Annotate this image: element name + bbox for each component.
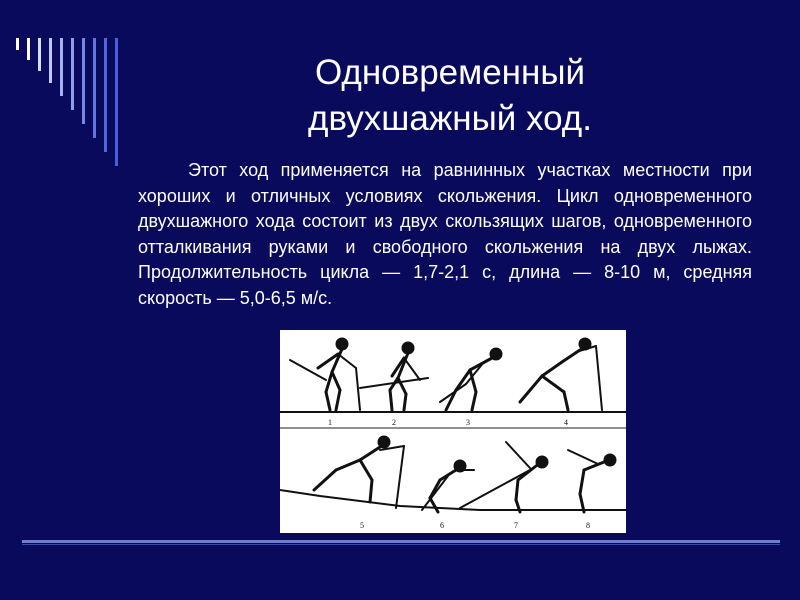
- skiing-phases-figure: [280, 330, 626, 533]
- frame-label-8: 8: [586, 521, 590, 530]
- skier-sequence-image: [280, 330, 626, 533]
- decorative-bar: [38, 38, 41, 71]
- skier-2: [360, 343, 428, 410]
- frame-label-2: 2: [392, 418, 396, 427]
- decorative-bar: [27, 38, 30, 60]
- skier-1: [290, 339, 360, 410]
- decorative-bar: [60, 38, 63, 96]
- title-line-2: двухшажный ход.: [308, 99, 592, 138]
- decorative-bar: [71, 38, 74, 110]
- skier-8: [568, 450, 615, 512]
- skier-7: [460, 442, 547, 512]
- frame-label-7: 7: [514, 521, 518, 530]
- frame-label-6: 6: [440, 521, 444, 530]
- title-line-1: Одновременный: [314, 53, 586, 92]
- decorative-bars: [0, 0, 140, 170]
- bottom-ski-track: [280, 490, 626, 510]
- skier-3: [440, 349, 501, 410]
- frame-label-4: 4: [564, 418, 568, 427]
- decorative-bar: [104, 38, 107, 152]
- bottom-divider: [22, 540, 780, 543]
- frame-label-1: 1: [328, 418, 332, 427]
- decorative-bar: [115, 38, 118, 166]
- decorative-bar: [49, 38, 52, 83]
- decorative-bar: [93, 38, 96, 138]
- slide-title: [200, 50, 700, 142]
- decorative-bar: [82, 38, 85, 124]
- decorative-bar: [16, 38, 19, 50]
- frame-label-3: 3: [466, 418, 470, 427]
- bottom-divider-shadow: [22, 544, 780, 545]
- body-text: Этот ход применяется на равнинных участках местности при хороших и отличных условиях скольжения. Цикл одновременного двухшажного хода состоит из двух скользящих шагов, одновременного отталкивания руками и свободного скольжения на двух лыжах. Продолжительность цикла — 1,7-2,1 с, длина — 8-10 м, средняя скорость — 5,0-6,5 м/с.: [138, 160, 752, 308]
- frame-label-5: 5: [360, 521, 364, 530]
- skier-4: [520, 339, 602, 410]
